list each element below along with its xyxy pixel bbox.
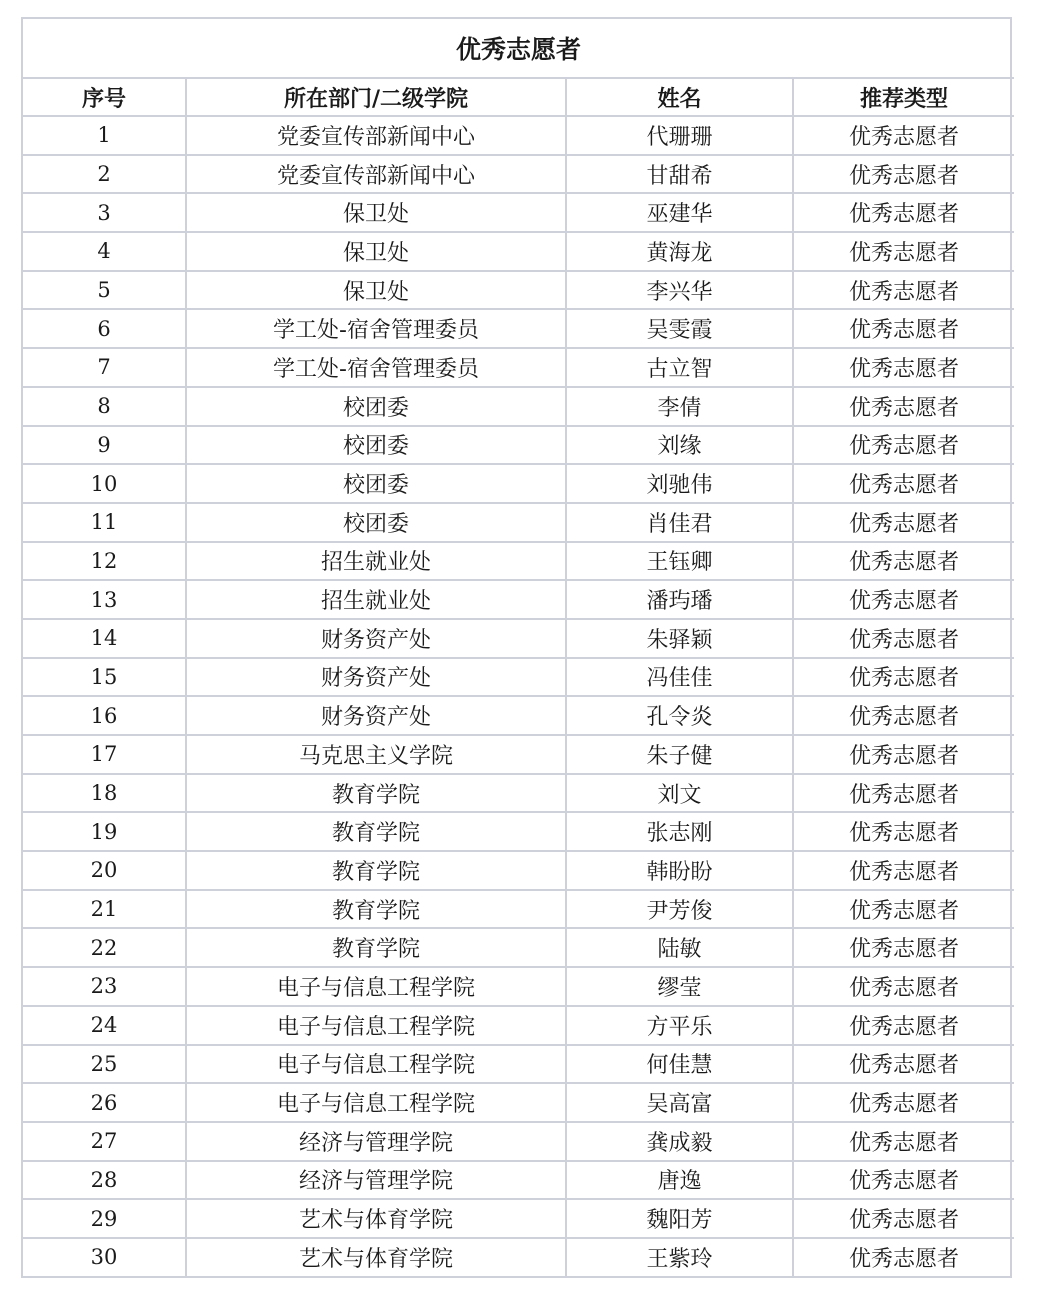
cell-number: 26	[23, 1083, 186, 1122]
table-row	[23, 1083, 1014, 1122]
cell-name: 吴高富	[566, 1083, 793, 1122]
cell-type: 优秀志愿者	[793, 812, 1014, 851]
cell-type: 优秀志愿者	[793, 271, 1014, 310]
cell-name: 黄海龙	[566, 232, 793, 271]
cell-number: 23	[23, 967, 186, 1006]
table-row	[23, 696, 1014, 735]
table-row	[23, 774, 1014, 813]
cell-number: 3	[23, 193, 186, 232]
table-row	[23, 1161, 1014, 1200]
cell-department: 艺术与体育学院	[186, 1199, 566, 1238]
cell-number: 28	[23, 1161, 186, 1200]
volunteer-list-sheet	[21, 17, 1012, 1278]
cell-number: 16	[23, 696, 186, 735]
table-row	[23, 735, 1014, 774]
cell-department: 保卫处	[186, 193, 566, 232]
table-row	[23, 348, 1014, 387]
volunteer-table	[23, 19, 1014, 1276]
table-row	[23, 116, 1014, 155]
cell-number: 6	[23, 309, 186, 348]
cell-number: 5	[23, 271, 186, 310]
table-row	[23, 542, 1014, 581]
cell-number: 24	[23, 1006, 186, 1045]
table-row	[23, 309, 1014, 348]
table-row	[23, 1122, 1014, 1161]
cell-department: 校团委	[186, 464, 566, 503]
table-row	[23, 271, 1014, 310]
cell-type: 优秀志愿者	[793, 658, 1014, 697]
cell-department: 经济与管理学院	[186, 1161, 566, 1200]
cell-name: 张志刚	[566, 812, 793, 851]
table-row	[23, 1199, 1014, 1238]
cell-department: 招生就业处	[186, 542, 566, 581]
cell-type: 优秀志愿者	[793, 1122, 1014, 1161]
cell-number: 18	[23, 774, 186, 813]
cell-department: 学工处-宿舍管理委员	[186, 348, 566, 387]
cell-name: 尹芳俊	[566, 890, 793, 929]
cell-department: 马克思主义学院	[186, 735, 566, 774]
cell-type: 优秀志愿者	[793, 1161, 1014, 1200]
cell-number: 13	[23, 580, 186, 619]
cell-type: 优秀志愿者	[793, 426, 1014, 465]
cell-name: 刘驰伟	[566, 464, 793, 503]
table-row	[23, 464, 1014, 503]
table-row	[23, 967, 1014, 1006]
cell-number: 12	[23, 542, 186, 581]
cell-number: 27	[23, 1122, 186, 1161]
table-row	[23, 812, 1014, 851]
cell-name: 方平乐	[566, 1006, 793, 1045]
cell-number: 30	[23, 1238, 186, 1276]
cell-name: 李倩	[566, 387, 793, 426]
cell-name: 巫建华	[566, 193, 793, 232]
cell-number: 29	[23, 1199, 186, 1238]
cell-department: 党委宣传部新闻中心	[186, 116, 566, 155]
table-row	[23, 658, 1014, 697]
cell-number: 20	[23, 851, 186, 890]
cell-department: 电子与信息工程学院	[186, 1083, 566, 1122]
cell-type: 优秀志愿者	[793, 193, 1014, 232]
column-header-type: 推荐类型	[793, 78, 1014, 116]
cell-department: 财务资产处	[186, 619, 566, 658]
cell-department: 教育学院	[186, 928, 566, 967]
cell-type: 优秀志愿者	[793, 696, 1014, 735]
cell-number: 21	[23, 890, 186, 929]
cell-number: 9	[23, 426, 186, 465]
table-row	[23, 193, 1014, 232]
cell-number: 19	[23, 812, 186, 851]
table-row	[23, 1006, 1014, 1045]
table-row	[23, 580, 1014, 619]
cell-name: 唐逸	[566, 1161, 793, 1200]
cell-number: 11	[23, 503, 186, 542]
table-title: 优秀志愿者	[23, 19, 1014, 78]
cell-department: 电子与信息工程学院	[186, 967, 566, 1006]
cell-type: 优秀志愿者	[793, 542, 1014, 581]
cell-name: 陆敏	[566, 928, 793, 967]
cell-name: 代珊珊	[566, 116, 793, 155]
cell-department: 招生就业处	[186, 580, 566, 619]
cell-type: 优秀志愿者	[793, 1199, 1014, 1238]
cell-number: 22	[23, 928, 186, 967]
table-row	[23, 890, 1014, 929]
cell-type: 优秀志愿者	[793, 774, 1014, 813]
cell-department: 教育学院	[186, 851, 566, 890]
cell-type: 优秀志愿者	[793, 387, 1014, 426]
cell-name: 韩盼盼	[566, 851, 793, 890]
cell-name: 朱驿颖	[566, 619, 793, 658]
cell-name: 甘甜希	[566, 155, 793, 194]
cell-type: 优秀志愿者	[793, 1045, 1014, 1084]
cell-type: 优秀志愿者	[793, 619, 1014, 658]
cell-name: 缪莹	[566, 967, 793, 1006]
cell-type: 优秀志愿者	[793, 503, 1014, 542]
cell-name: 李兴华	[566, 271, 793, 310]
cell-name: 何佳慧	[566, 1045, 793, 1084]
cell-type: 优秀志愿者	[793, 155, 1014, 194]
table-header-row	[23, 78, 1014, 116]
cell-type: 优秀志愿者	[793, 735, 1014, 774]
cell-department: 电子与信息工程学院	[186, 1045, 566, 1084]
cell-department: 校团委	[186, 503, 566, 542]
cell-type: 优秀志愿者	[793, 1238, 1014, 1276]
cell-type: 优秀志愿者	[793, 348, 1014, 387]
table-body	[23, 116, 1014, 1276]
cell-department: 保卫处	[186, 271, 566, 310]
cell-number: 17	[23, 735, 186, 774]
cell-type: 优秀志愿者	[793, 890, 1014, 929]
cell-type: 优秀志愿者	[793, 464, 1014, 503]
cell-name: 龚成毅	[566, 1122, 793, 1161]
cell-type: 优秀志愿者	[793, 232, 1014, 271]
table-row	[23, 232, 1014, 271]
table-row	[23, 928, 1014, 967]
column-header-name: 姓名	[566, 78, 793, 116]
cell-name: 王紫玲	[566, 1238, 793, 1276]
table-row	[23, 503, 1014, 542]
cell-department: 教育学院	[186, 774, 566, 813]
table-row	[23, 155, 1014, 194]
cell-department: 党委宣传部新闻中心	[186, 155, 566, 194]
cell-number: 14	[23, 619, 186, 658]
cell-department: 经济与管理学院	[186, 1122, 566, 1161]
cell-name: 肖佳君	[566, 503, 793, 542]
cell-name: 孔令炎	[566, 696, 793, 735]
cell-department: 财务资产处	[186, 658, 566, 697]
cell-number: 25	[23, 1045, 186, 1084]
cell-number: 8	[23, 387, 186, 426]
cell-name: 魏阳芳	[566, 1199, 793, 1238]
cell-department: 教育学院	[186, 890, 566, 929]
cell-department: 教育学院	[186, 812, 566, 851]
cell-name: 朱子健	[566, 735, 793, 774]
cell-number: 10	[23, 464, 186, 503]
cell-name: 刘缘	[566, 426, 793, 465]
table-row	[23, 387, 1014, 426]
cell-type: 优秀志愿者	[793, 851, 1014, 890]
cell-department: 财务资产处	[186, 696, 566, 735]
cell-name: 冯佳佳	[566, 658, 793, 697]
cell-number: 2	[23, 155, 186, 194]
cell-type: 优秀志愿者	[793, 967, 1014, 1006]
cell-name: 王钰卿	[566, 542, 793, 581]
table-row	[23, 1045, 1014, 1084]
cell-department: 校团委	[186, 426, 566, 465]
table-row	[23, 619, 1014, 658]
cell-department: 电子与信息工程学院	[186, 1006, 566, 1045]
cell-number: 1	[23, 116, 186, 155]
cell-number: 4	[23, 232, 186, 271]
table-row	[23, 426, 1014, 465]
column-header-department: 所在部门/二级学院	[186, 78, 566, 116]
cell-name: 古立智	[566, 348, 793, 387]
cell-number: 15	[23, 658, 186, 697]
cell-type: 优秀志愿者	[793, 928, 1014, 967]
cell-type: 优秀志愿者	[793, 116, 1014, 155]
cell-department: 艺术与体育学院	[186, 1238, 566, 1276]
cell-department: 保卫处	[186, 232, 566, 271]
column-header-number: 序号	[23, 78, 186, 116]
cell-type: 优秀志愿者	[793, 309, 1014, 348]
table-row	[23, 851, 1014, 890]
cell-name: 吴雯霞	[566, 309, 793, 348]
cell-name: 刘文	[566, 774, 793, 813]
cell-type: 优秀志愿者	[793, 1083, 1014, 1122]
table-row	[23, 1238, 1014, 1276]
cell-department: 校团委	[186, 387, 566, 426]
cell-name: 潘玙璠	[566, 580, 793, 619]
cell-number: 7	[23, 348, 186, 387]
cell-department: 学工处-宿舍管理委员	[186, 309, 566, 348]
cell-type: 优秀志愿者	[793, 580, 1014, 619]
cell-type: 优秀志愿者	[793, 1006, 1014, 1045]
